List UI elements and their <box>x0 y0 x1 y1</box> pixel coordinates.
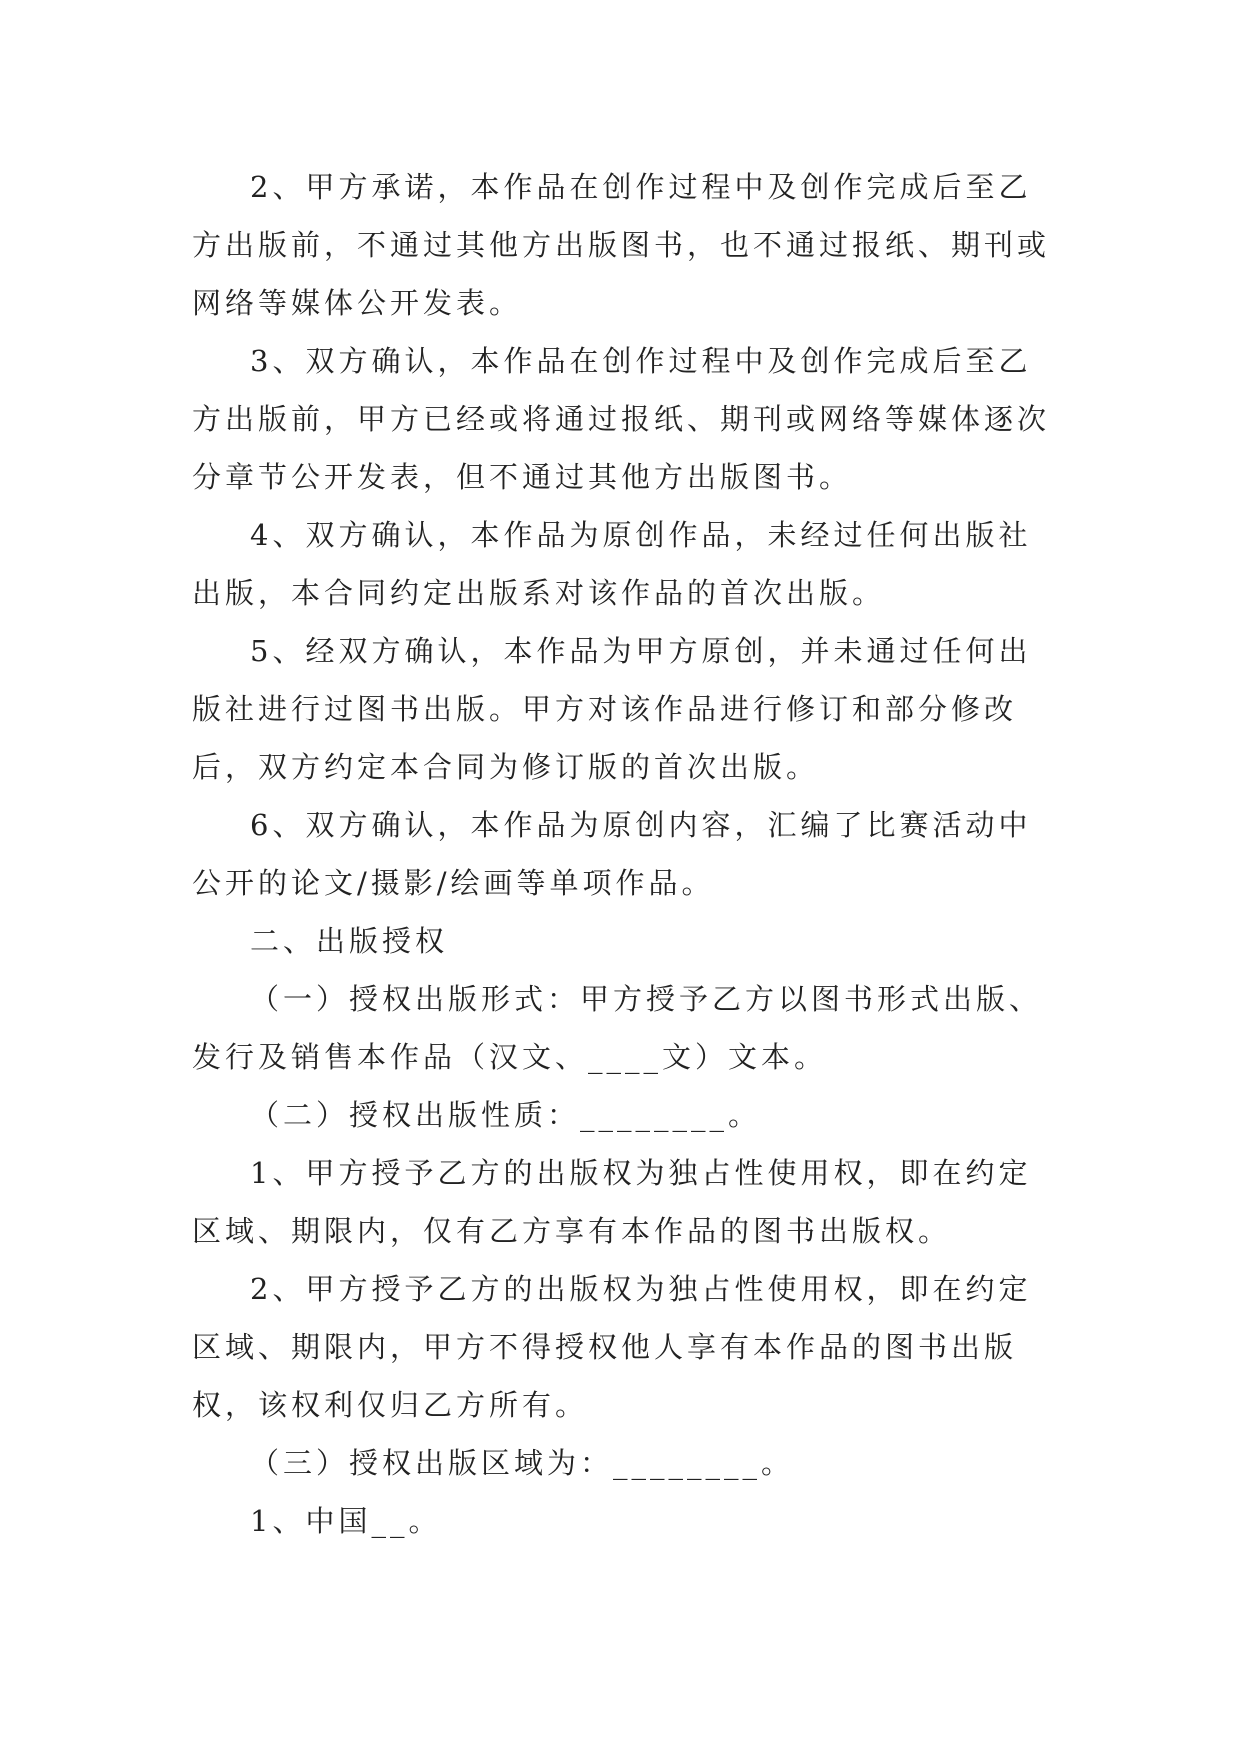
authorization-nature: （二）授权出版性质：________。 <box>250 1098 762 1132</box>
clause-3-confirmation: 3、双方确认，本作品在创作过程中及创作完成后至乙方出版前，甲方已经或将通过报纸、期刊或网络等媒体逐次分章节公开发表，但不通过其他方出版图书。 <box>192 344 1051 494</box>
clause-6-compilation: 6、双方确认，本作品为原创内容，汇编了比赛活动中公开的论文/摄影/绘画等单项作品。 <box>192 808 1032 900</box>
clause-4-original-work: 4、双方确认，本作品为原创作品，未经过任何出版社出版，本合同约定出版系对该作品的首次出版。 <box>192 518 1032 610</box>
clause-2-promise: 2、甲方承诺，本作品在创作过程中及创作完成后至乙方出版前，不通过其他方出版图书，也不通过报纸、期刊或网络等媒体公开发表。 <box>192 170 1051 320</box>
authorization-form: （一）授权出版形式：甲方授予乙方以图书形式出版、发行及销售本作品（汉文、____文）文本。 <box>192 982 1043 1074</box>
authorization-region: （三）授权出版区域为：________。 <box>250 1446 795 1480</box>
document-body <box>192 158 1062 1550</box>
nature-option-2: 2、甲方授予乙方的出版权为独占性使用权，即在约定区域、期限内，甲方不得授权他人享有本作品的图书出版权，该权利仅归乙方所有。 <box>192 1272 1032 1422</box>
clause-5-revised-edition: 5、经双方确认，本作品为甲方原创，并未通过任何出版社进行过图书出版。甲方对该作品进行修订和部分修改后，双方约定本合同为修订版的首次出版。 <box>192 634 1032 784</box>
nature-option-1: 1、甲方授予乙方的出版权为独占性使用权，即在约定区域、期限内，仅有乙方享有本作品的图书出版权。 <box>192 1156 1032 1248</box>
region-option-1: 1、中国__。 <box>250 1504 442 1538</box>
section-heading-publishing-authorization: 二、出版授权 <box>250 924 449 958</box>
